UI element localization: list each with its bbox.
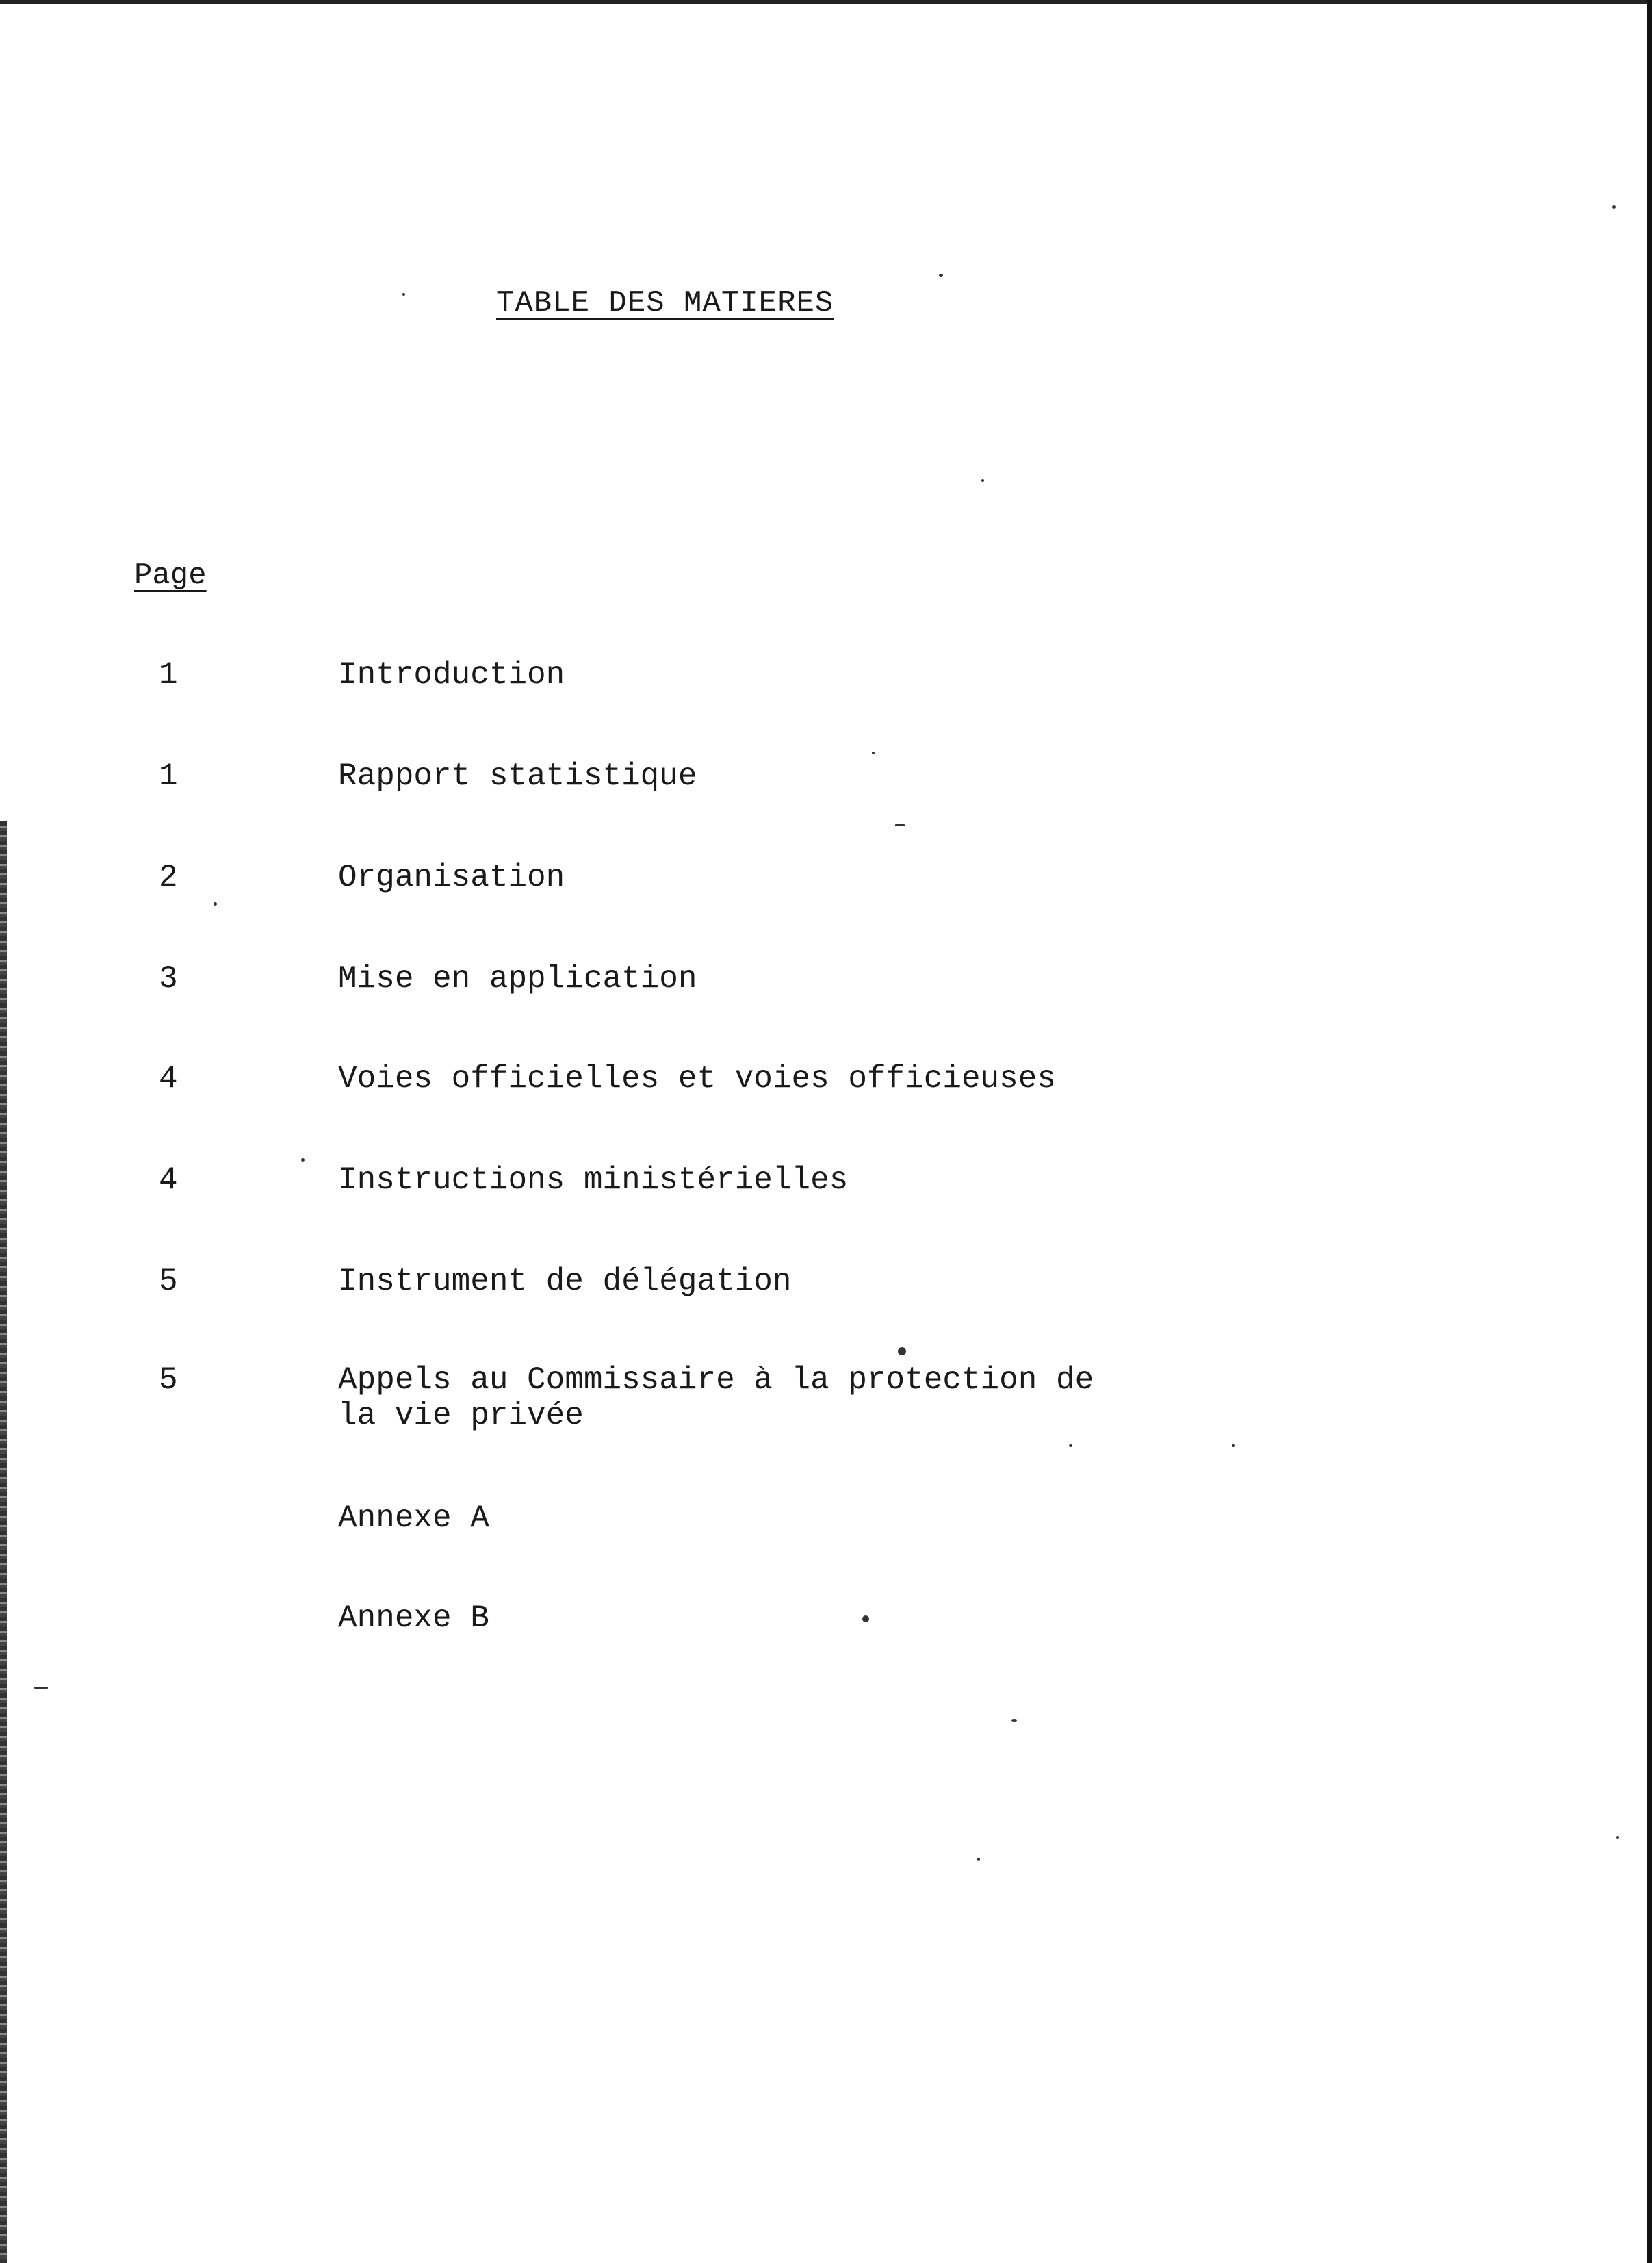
scan-speck xyxy=(1616,1836,1619,1839)
toc-entry-title: Instrument de délégation xyxy=(338,1264,792,1299)
toc-entry-title: Organisation xyxy=(338,860,565,895)
toc-entry-title: Mise en application xyxy=(338,961,697,997)
scan-left-edge xyxy=(0,821,7,2263)
scan-speck xyxy=(977,1858,980,1861)
toc-entry-page: 3 xyxy=(159,961,178,997)
toc-entry-page: 1 xyxy=(159,657,178,693)
toc-entry-page: 5 xyxy=(159,1264,178,1299)
toc-entry-page: 4 xyxy=(159,1162,178,1198)
page-column-header: Page xyxy=(134,559,207,593)
toc-entry-page: 2 xyxy=(159,860,178,895)
scan-speck xyxy=(898,1347,906,1355)
toc-entry-title: Voies officielles et voies officieuses xyxy=(338,1061,1056,1097)
scan-top-edge xyxy=(0,0,1652,4)
toc-entry-title: Annexe A xyxy=(338,1500,489,1536)
scan-speck xyxy=(1069,1444,1072,1447)
scan-speck xyxy=(895,824,905,826)
toc-entry-page: 1 xyxy=(159,758,178,794)
toc-entry-title: Appels au Commissaire à la protection de la vie privée xyxy=(338,1362,1094,1433)
scan-speck xyxy=(939,274,943,277)
toc-entry-title: Introduction xyxy=(338,657,565,693)
scan-speck xyxy=(301,1158,305,1162)
scan-speck xyxy=(872,752,875,754)
scan-speck xyxy=(34,1687,48,1689)
document-title: TABLE DES MATIERES xyxy=(496,286,834,320)
scan-speck xyxy=(1612,205,1616,209)
scan-speck xyxy=(1232,1444,1235,1447)
scan-speck xyxy=(981,479,984,482)
scan-speck xyxy=(402,293,405,296)
scan-right-edge xyxy=(1647,0,1652,2263)
scan-speck xyxy=(1011,1719,1017,1722)
toc-entry-title: Rapport statistique xyxy=(338,758,697,794)
toc-entry-page: 4 xyxy=(159,1061,178,1097)
toc-entry-page: 5 xyxy=(159,1362,178,1398)
scan-speck xyxy=(214,902,217,906)
scan-speck xyxy=(862,1615,869,1622)
toc-entry-title: Annexe B xyxy=(338,1600,489,1636)
toc-entry-title: Instructions ministérielles xyxy=(338,1162,849,1198)
